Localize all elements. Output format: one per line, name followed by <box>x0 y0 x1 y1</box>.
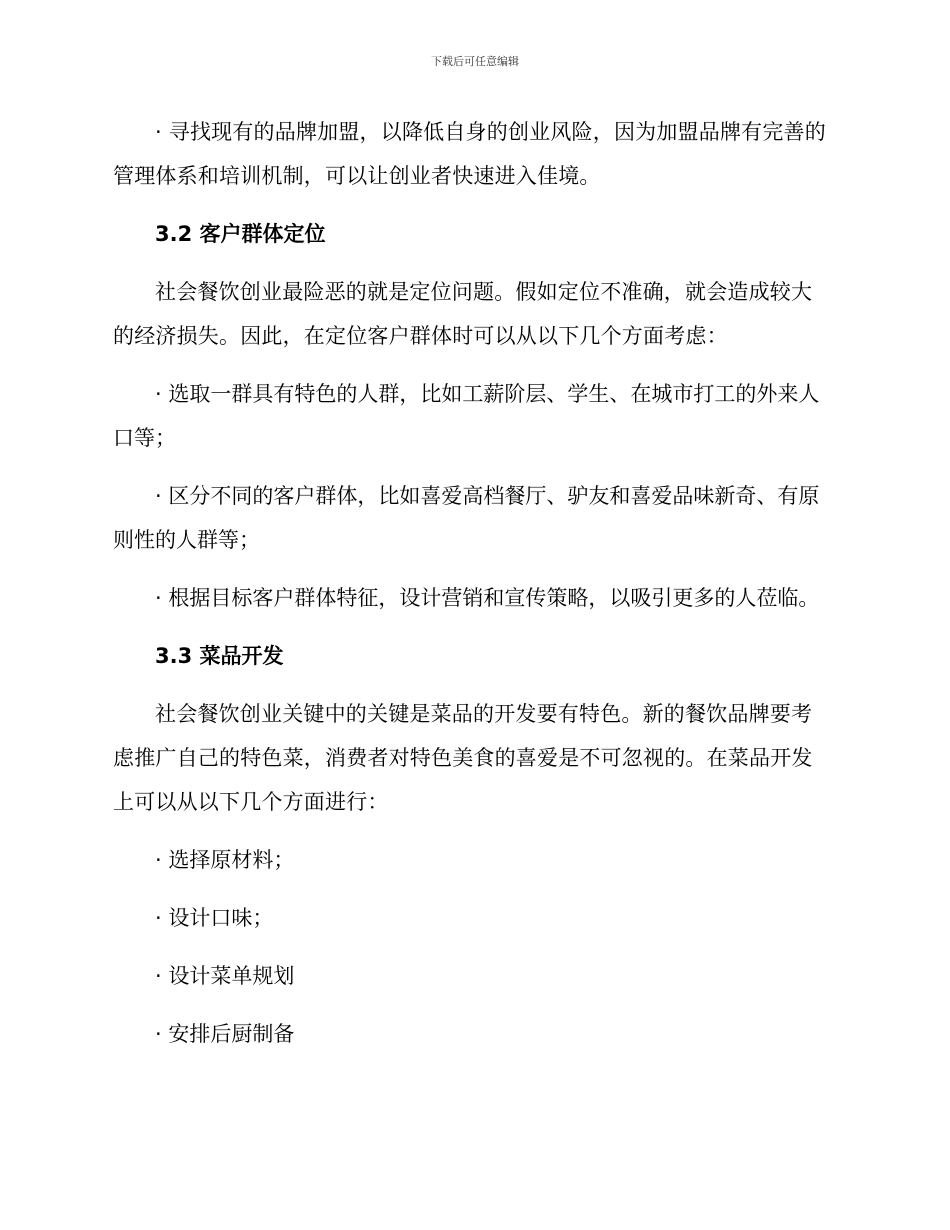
bullet-kitchen-prep: · 安排后厨制备 <box>155 1022 295 1046</box>
bullet-raw-materials: · 选择原材料； <box>155 848 295 872</box>
document-body <box>113 110 833 1070</box>
header-note: 下载后可任意编辑 <box>431 55 519 68</box>
bullet-menu-planning: · 设计菜单规划 <box>155 964 295 988</box>
paragraph-dish-development: 社会餐饮创业关键中的关键是菜品的开发要有特色。新的餐饮品牌要考虑推广自己的特色菜，消费者对特色美食的喜爱是不可忽视的。在菜品开发上可以从以下几个方面进行： <box>113 702 813 814</box>
bullet-marketing-strategy: · 根据目标客户群体特征，设计营销和宣传策略，以吸引更多的人莅临。 <box>155 586 820 610</box>
paragraph-positioning: 社会餐饮创业最险恶的就是定位问题。假如定位不准确，就会造成较大的经济损失。因此，在定位客户群体时可以从以下几个方面考虑： <box>113 280 813 348</box>
section-heading-3-3: 3.3 菜品开发 <box>155 644 284 668</box>
section-heading-3-2: 3.2 客户群体定位 <box>155 222 326 246</box>
bullet-select-group: · 选取一群具有特色的人群，比如工薪阶层、学生、在城市打工的外来人口等； <box>113 382 820 450</box>
bullet-flavor: · 设计口味； <box>155 906 274 930</box>
paragraph-franchise: · 寻找现有的品牌加盟，以降低自身的创业风险，因为加盟品牌有完善的管理体系和培训机制，可以让创业者快速进入佳境。 <box>113 120 826 188</box>
bullet-distinguish-groups: · 区分不同的客户群体，比如喜爱高档餐厅、驴友和喜爱品味新奇、有原则性的人群等； <box>113 484 820 552</box>
